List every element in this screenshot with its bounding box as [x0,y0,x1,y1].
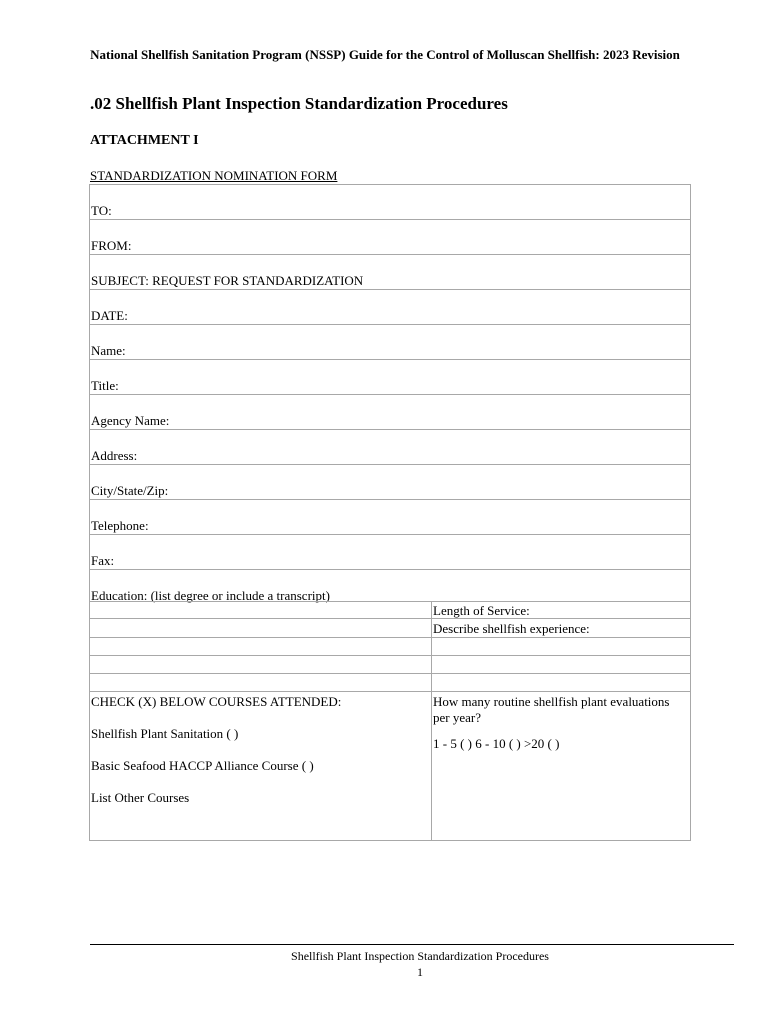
attachment-label: ATTACHMENT I [90,133,199,148]
to-label: TO: [91,203,112,218]
list-other-courses[interactable]: List Other Courses [91,790,190,805]
to-field[interactable] [90,185,690,220]
page-header: National Shellfish Sanitation Program (NSSP) Guide for the Control of Molluscan Shellfish: 2023 Revision [90,47,680,62]
date-field[interactable] [90,290,690,325]
blank-row[interactable] [90,656,690,674]
evaluations-options[interactable]: 1 - 5 ( ) 6 - 10 ( ) >20 ( ) [433,736,560,751]
address-field[interactable] [90,430,690,465]
length-of-service-label: Length of Service: [433,603,530,618]
courses-heading: CHECK (X) BELOW COURSES ATTENDED: [91,694,342,709]
subject-field[interactable] [90,255,690,290]
telephone-field[interactable] [90,500,690,535]
length-of-service-row[interactable] [90,601,690,619]
city-state-zip-field[interactable] [90,465,690,500]
from-field[interactable] [90,220,690,255]
fax-label: Fax: [91,553,115,568]
course-shellfish-plant-sanitation[interactable]: Shellfish Plant Sanitation ( ) [91,726,239,741]
page-number: 1 [417,965,423,979]
blank-row[interactable] [90,674,690,692]
subject-label: SUBJECT: REQUEST FOR STANDARDIZATION [91,273,364,288]
education-label: Education: (list degree or include a transcript) [91,588,330,603]
blank-row[interactable] [90,638,690,656]
shellfish-experience-row[interactable] [90,620,690,638]
title-field[interactable] [90,360,690,395]
name-label: Name: [91,343,126,358]
shellfish-experience-label: Describe shellfish experience: [433,621,590,636]
fax-field[interactable] [90,535,690,570]
course-haccp-alliance[interactable]: Basic Seafood HACCP Alliance Course ( ) [91,758,314,773]
name-field[interactable] [90,325,690,360]
courses-section [91,694,426,822]
footer-text: Shellfish Plant Inspection Standardization Procedures [291,949,549,963]
nomination-form [89,184,691,841]
evaluations-section [433,694,688,752]
column-divider [431,601,432,841]
from-label: FROM: [91,238,132,253]
telephone-label: Telephone: [91,518,149,533]
section-title: .02 Shellfish Plant Inspection Standardization Procedures [90,94,508,113]
agency-name-label: Agency Name: [91,413,170,428]
title-label: Title: [91,378,119,393]
city-state-zip-label: City/State/Zip: [91,483,169,498]
form-title: STANDARDIZATION NOMINATION FORM [90,168,338,183]
date-label: DATE: [91,308,128,323]
footer-divider [90,944,734,945]
address-label: Address: [91,448,138,463]
education-field[interactable] [90,570,690,601]
agency-name-field[interactable] [90,395,690,430]
evaluations-question: How many routine shellfish plant evaluations per year? [433,694,670,725]
